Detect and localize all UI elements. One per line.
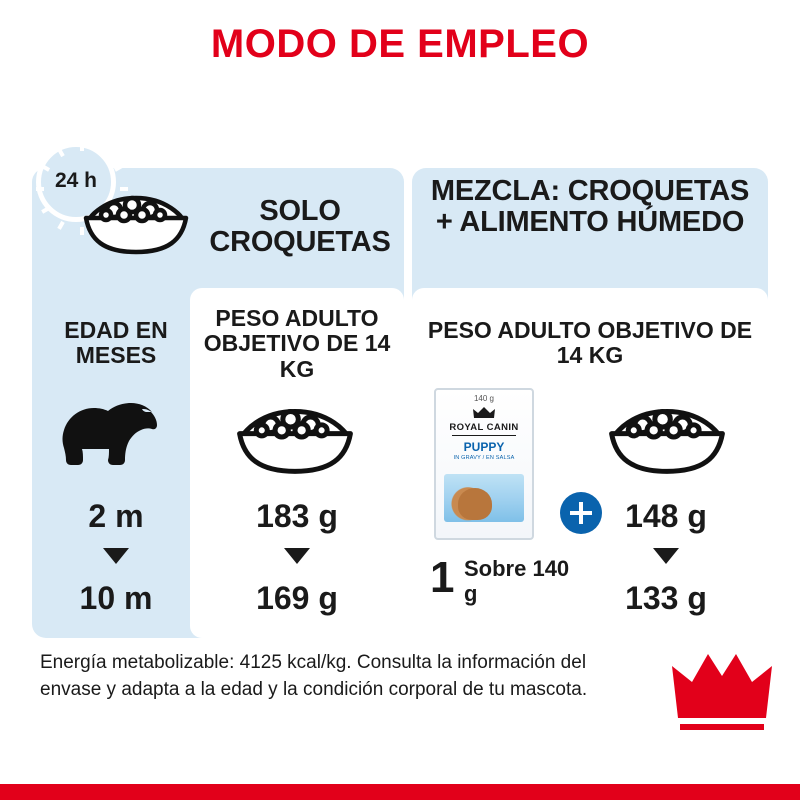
royal-canin-logo — [668, 648, 776, 734]
mix-panel-heading: MEZCLA: CROQUETAS + ALIMENTO HÚMEDO — [430, 175, 750, 239]
wet-food-pouch — [434, 388, 534, 540]
kibble-amount-from: 183 g — [256, 498, 338, 534]
pouch-quantity: 1 — [430, 553, 455, 602]
age-to-value: 10 m — [79, 580, 153, 616]
arrow-down-icon — [653, 548, 679, 564]
kibble-panel-heading: SOLO CROQUETAS — [209, 195, 391, 259]
kibble-amount-to: 169 g — [256, 580, 338, 616]
page-title: MODO DE EMPLEO — [210, 22, 590, 66]
age-from-value: 2 m — [88, 498, 144, 534]
kibble-bowl-icon — [604, 396, 730, 478]
kibble-bowl-icon — [80, 184, 192, 258]
arrow-down-icon — [103, 548, 129, 564]
mix-amount-from: 148 g — [625, 498, 707, 534]
footnote-text: Energía metabolizable: 4125 kcal/kg. Consulta la información del envase y adapta a la edad y la condición corporal de tu mascota. — [40, 652, 588, 700]
pouch-brand: ROYAL CANIN — [449, 422, 519, 433]
pouch-net-weight: 140 g — [473, 394, 495, 403]
puppy-photo — [458, 488, 492, 520]
pouch-unit-label: Sobre 140 g — [464, 556, 570, 607]
puppy-icon — [56, 396, 176, 476]
arrow-down-icon — [284, 548, 310, 564]
age-column-label: EDAD EN MESES — [64, 317, 168, 369]
kibble-weight-column-label: PESO ADULTO OBJETIVO DE 14 KG — [203, 305, 391, 382]
pouch-range: PUPPY — [463, 440, 505, 454]
pouch-subtitle: IN GRAVY / EN SALSA — [453, 455, 515, 461]
kibble-bowl-icon — [232, 396, 358, 478]
pouch-photo — [444, 474, 524, 522]
mix-amount-to: 133 g — [625, 580, 707, 616]
bottom-red-bar — [0, 784, 800, 800]
mix-weight-column-label: PESO ADULTO OBJETIVO DE 14 KG — [427, 317, 753, 369]
pouch-brand-rule — [452, 435, 516, 436]
crown-icon — [472, 406, 496, 420]
clock-label: 24 h — [54, 169, 98, 192]
